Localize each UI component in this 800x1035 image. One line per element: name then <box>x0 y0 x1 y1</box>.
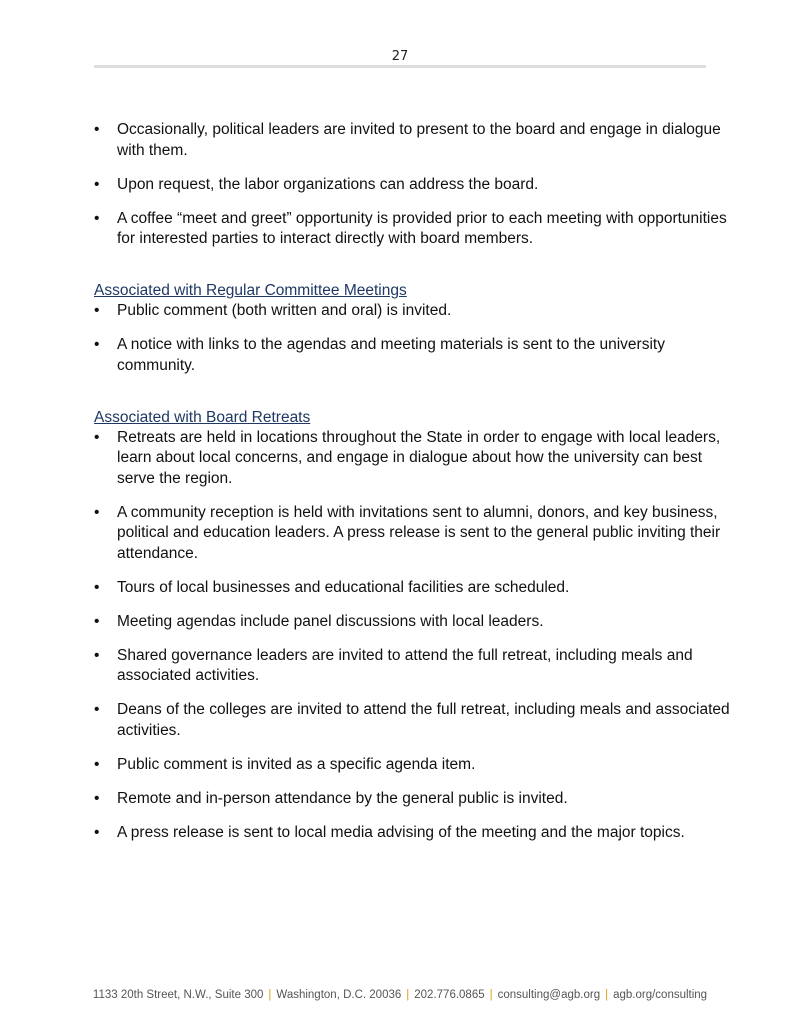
list-item <box>94 578 744 599</box>
list-item <box>94 612 744 633</box>
retreat-bullet-list <box>94 428 744 844</box>
list-item <box>94 209 744 250</box>
list-item <box>94 335 744 376</box>
list-item-text: Tours of local businesses and educational facilities are scheduled. <box>117 578 570 596</box>
list-item <box>94 646 744 687</box>
footer-website: agb.org/consulting <box>613 989 708 1001</box>
bullet-icon: • <box>94 428 100 446</box>
list-item-text: A coffee “meet and greet” opportunity is provided prior to each meeting with opportunities for interested parties to interact directly with board members. <box>117 209 727 247</box>
page-number: 27 <box>391 49 409 64</box>
bullet-icon: • <box>94 175 100 193</box>
footer-separator: | <box>605 989 609 1001</box>
list-item-text: A notice with links to the agendas and meeting materials is sent to the university community. <box>117 336 665 374</box>
list-item-text: Remote and in-person attendance by the general public is invited. <box>117 789 568 807</box>
list-item-text: Occasionally, political leaders are invited to present to the board and engage in dialogue with them. <box>117 121 721 159</box>
document-body <box>94 120 744 857</box>
list-item-text: Deans of the colleges are invited to attend the full retreat, including meals and associated activities. <box>117 701 730 739</box>
list-item-text: Retreats are held in locations throughout the State in order to engage with local leaders, learn about local concerns, and engage in dialogue about how the university can best serve the region. <box>117 428 721 487</box>
bullet-icon: • <box>94 612 100 630</box>
list-item-text: Public comment (both written and oral) is invited. <box>117 302 452 319</box>
footer-separator: | <box>268 989 272 1001</box>
list-item <box>94 755 744 776</box>
list-item <box>94 700 744 741</box>
bullet-icon: • <box>94 789 100 807</box>
bullet-icon: • <box>94 503 100 521</box>
intro-bullet-list <box>94 120 744 250</box>
footer-separator: | <box>489 989 493 1001</box>
footer-phone: 202.776.0865 <box>414 989 485 1001</box>
list-item-text: Shared governance leaders are invited to attend the full retreat, including meals and associated activities. <box>117 646 693 684</box>
list-item <box>94 301 744 322</box>
committee-meetings-heading: Associated with Regular Committee Meetings <box>94 282 407 299</box>
bullet-icon: • <box>94 336 100 353</box>
list-item <box>94 789 744 810</box>
footer-city: Washington, D.C. 20036 <box>276 989 402 1001</box>
list-item <box>94 503 744 565</box>
list-item-text: Public comment is invited as a specific agenda item. <box>117 755 476 773</box>
bullet-icon: • <box>94 823 100 841</box>
list-item <box>94 120 744 161</box>
board-retreats-heading: Associated with Board Retreats <box>94 408 311 426</box>
footer-separator: | <box>406 989 410 1001</box>
list-item-text: A press release is sent to local media advising of the meeting and the major topics. <box>117 823 685 841</box>
list-item-text: Upon request, the labor organizations can address the board. <box>117 175 539 193</box>
bullet-icon: • <box>94 701 100 718</box>
footer-address: 1133 20th Street, N.W., Suite 300 <box>92 989 264 1001</box>
header-rule <box>94 65 706 68</box>
list-item-text: Meeting agendas include panel discussions with local leaders. <box>117 612 544 630</box>
list-item <box>94 175 744 196</box>
footer-email: consulting@agb.org <box>497 989 601 1001</box>
bullet-icon: • <box>94 646 100 664</box>
bullet-icon: • <box>94 578 100 596</box>
page-footer <box>0 989 800 1001</box>
list-item-text: A community reception is held with invitations sent to alumni, donors, and key business, political and education leaders. A press release is sent to the general public inviting their attendance. <box>117 503 721 562</box>
bullet-icon: • <box>94 755 100 773</box>
bullet-icon: • <box>94 302 100 319</box>
list-item <box>94 428 744 490</box>
list-item <box>94 823 744 844</box>
bullet-icon: • <box>94 209 100 227</box>
committee-bullet-list <box>94 301 744 376</box>
bullet-icon: • <box>94 121 100 138</box>
